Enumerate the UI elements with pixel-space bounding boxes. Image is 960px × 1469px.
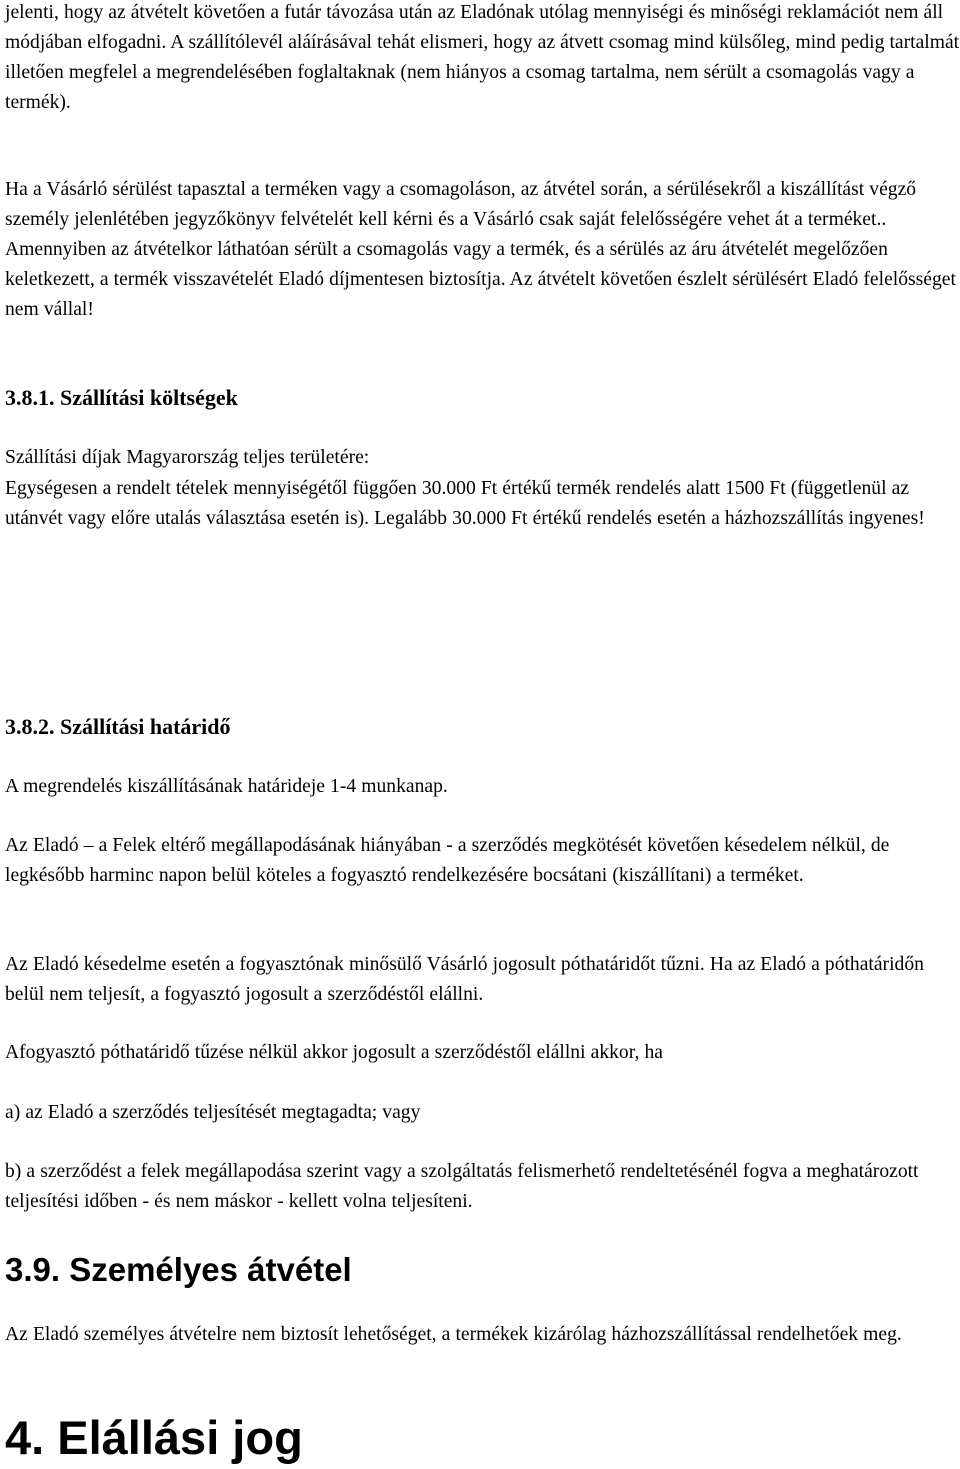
paragraph-withdrawal-conditions: Afogyasztó póthatáridő tűzése nélkül akkor jogosult a szerződéstől elállni akkor, ha <box>5 1042 663 1063</box>
paragraph-personal-pickup: Az Eladó személyes átvételre nem biztosít lehetőséget, a termékek kizárólag házhozszállítással rendelhetőek meg. <box>5 1324 902 1345</box>
heading-personal-pickup: 3.9. Személyes átvétel <box>5 1251 352 1288</box>
paragraph-seller-delay: Az Eladó késedelme esetén a fogyasztónak minősülő Vásárló jogosult póthatáridőt tűzni. Ha az Eladó a póthatáridőn belül nem teljesít, a fogyasztó jogosult a szerződéstől elállni. <box>5 954 924 1005</box>
heading-shipping-deadline: 3.8.2. Szállítási határidő <box>5 714 231 739</box>
heading-shipping-costs: 3.8.1. Szállítási költségek <box>5 385 238 410</box>
paragraph-shipping-fees-intro: Szállítási díjak Magyarország teljes területére: <box>5 447 370 468</box>
paragraph-damage-report: Ha a Vásárló sérülést tapasztal a terméken vagy a csomagoláson, az átvétel során, a sérülésekről a kiszállítást végző személy jelenlétében jegyzőkönyv felvételét kell kérni és a Vásárló csak saját felelősségére vehet át a terméket.. Amennyiben az átvételkor láthatóan sérült a csomagolás vagy a termék, és a sérülés az áru átvételét megelőzően keletkezett, a termék visszavételét Eladó díjmentesen biztosítja. Az átvételt követően észlelt sérülésért Eladó felelősséget nem vállal! <box>5 179 956 320</box>
paragraph-seller-obligation: Az Eladó – a Felek eltérő megállapodásának hiányában - a szerződés megkötését követően késedelem nélkül, de legkésőbb harminc napon belül köteles a fogyasztó rendelkezésére bocsátani (kiszállítani) a terméket. <box>5 835 890 886</box>
paragraph-condition-b: b) a szerződést a felek megállapodása szerint vagy a szolgáltatás felismerhető rendeltetésénél fogva a meghatározott teljesítési időben - és nem máskor - kellett volna teljesíteni. <box>5 1161 919 1212</box>
paragraph-shipping-fees-detail: Egységesen a rendelt tételek mennyiségétől függően 30.000 Ft értékű termék rendelés alatt 1500 Ft (függetlenül az utánvét vagy előre utalás választása esetén is). Legalább 30.000 Ft értékű rendelés esetén a házhozszállítás ingyenes! <box>5 478 925 529</box>
paragraph-delivery-acceptance: jelenti, hogy az átvételt követően a futár távozása után az Eladónak utólag mennyiségi és minőségi reklamációt nem áll módjában elfogadni. A szállítólevél aláírásával tehát elismeri, hogy az átvett csomag mind külsőleg, mind pedig tartalmát illetően megfelel a megrendelésében foglaltaknak (nem hiányos a csomag tartalma, nem sérült a csomagolás vagy a termék). <box>5 2 960 113</box>
paragraph-delivery-deadline: A megrendelés kiszállításának határideje 1-4 munkanap. <box>5 776 448 797</box>
heading-withdrawal-right: 4. Elállási jog <box>5 1411 303 1464</box>
paragraph-condition-a: a) az Eladó a szerződés teljesítését megtagadta; vagy <box>5 1102 421 1123</box>
